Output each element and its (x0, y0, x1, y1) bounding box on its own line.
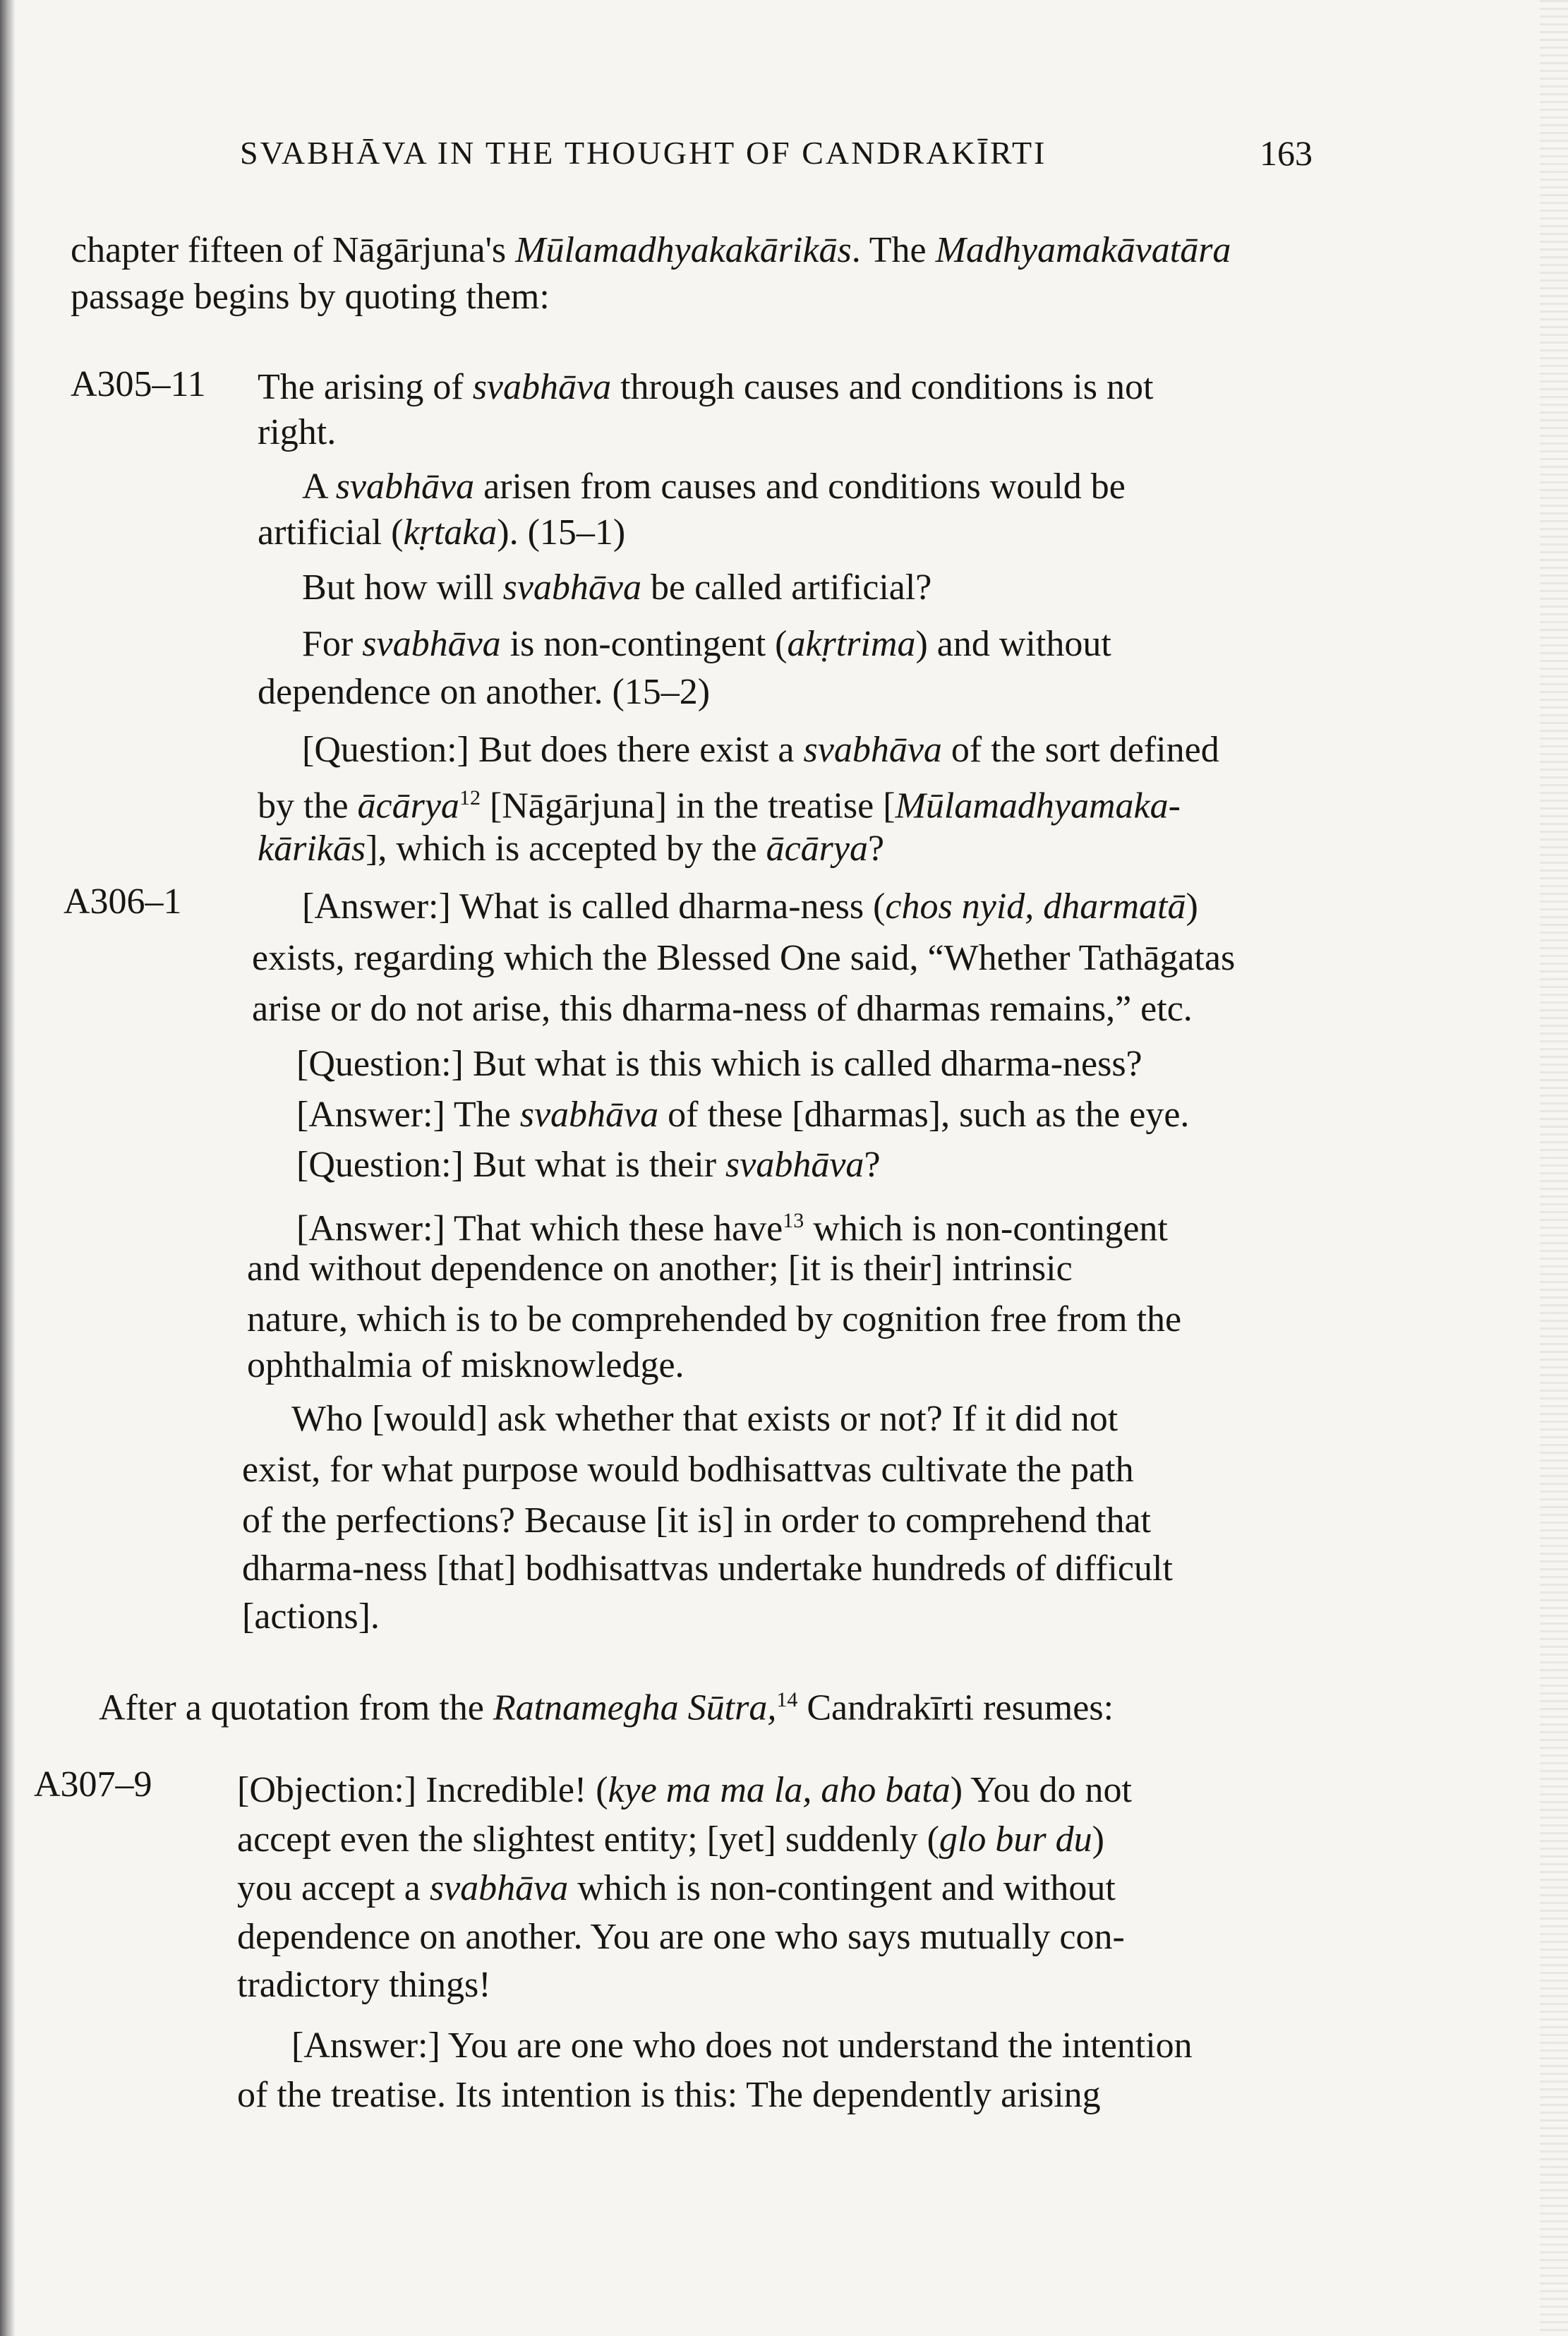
quote-line: Who [would] ask whether that exists or not? If it did not (291, 1399, 1118, 1439)
quote-line: [Question:] But what is their svabhāva? (296, 1145, 881, 1185)
quote-line: exists, regarding which the Blessed One said, “Whether Tathāgatas (252, 938, 1236, 978)
quote-line: dependence on another. You are one who says mutually con- (237, 1917, 1125, 1957)
scan-shadow-left (0, 0, 16, 2336)
quote-line: ophthalmia of misknowledge. (247, 1345, 685, 1385)
body-line: After a quotation from the Ratnamegha Sūtra,$^{14}$ Candrakīrti resumes: (99, 1687, 1114, 1728)
quote-line: [Answer:] That which these have$^{13}$ which is non-contingent (296, 1208, 1168, 1249)
quote-line: [Answer:] You are one who does not understand the intention (291, 2025, 1193, 2066)
quote-line: kārikās], which is accepted by the ācārya? (258, 829, 885, 869)
ref-label: A307–9 (34, 1764, 152, 1805)
quote-line: accept even the slightest entity; [yet] suddenly (glo bur du) (237, 1819, 1104, 1860)
page-number: 163 (1260, 133, 1313, 173)
quote-line: of the treatise. Its intention is this: The dependently arising (237, 2075, 1101, 2115)
quote-line: The arising of svabhāva through causes and conditions is not (258, 367, 1154, 407)
quote-line: tradictory things! (237, 1965, 491, 2005)
quote-line: [Question:] But does there exist a svabhāva of the sort defined (302, 730, 1219, 770)
quote-line: [actions]. (242, 1596, 380, 1637)
quote-line: dharma-ness [that] bodhisattvas undertake hundreds of difficult (242, 1548, 1173, 1589)
quote-line: and without dependence on another; [it is their] intrinsic (247, 1248, 1073, 1289)
quote-line: arise or do not arise, this dharma-ness of dharmas remains,” etc. (252, 989, 1193, 1029)
running-title: SVABHĀVA IN THE THOUGHT OF CANDRAKĪRTI (240, 135, 1047, 171)
ref-label: A305–11 (71, 364, 206, 404)
quote-line: [Question:] But what is this which is called dharma-ness? (296, 1044, 1142, 1084)
quote-line: For svabhāva is non-contingent (akṛtrima) and without (302, 624, 1111, 664)
quote-line: dependence on another. (15–2) (258, 672, 711, 712)
intro-line: passage begins by quoting them: (71, 277, 550, 317)
quote-line: nature, which is to be comprehended by cognition free from the (247, 1299, 1182, 1339)
running-header (240, 127, 1313, 183)
quote-line: [Answer:] The svabhāva of these [dharmas], such as the eye. (296, 1095, 1190, 1135)
quote-line: of the perfections? Because [it is] in order to comprehend that (242, 1500, 1151, 1541)
quote-line: you accept a svabhāva which is non-contingent and without (237, 1868, 1116, 1908)
quote-line: exist, for what purpose would bodhisattvas cultivate the path (242, 1450, 1134, 1490)
quote-line: by the ācārya$^{12}$ [Nāgārjuna] in the treatise [Mūlamadhyamaka- (258, 785, 1181, 826)
quote-line: right. (258, 412, 337, 452)
quote-line: artificial (kṛtaka). (15–1) (258, 512, 626, 553)
quote-line: A svabhāva arisen from causes and conditions would be (302, 466, 1126, 507)
scan-shadow-right (1540, 0, 1568, 2336)
intro-line: chapter fifteen of Nāgārjuna's Mūlamadhyakakārikās. The Madhyamakāvatāra (71, 230, 1231, 270)
quote-line: But how will svabhāva be called artificial? (302, 567, 932, 608)
ref-label: A306–1 (64, 881, 182, 922)
quote-line: [Objection:] Incredible! (kye ma ma la, aho bata) You do not (237, 1770, 1132, 1810)
quote-line: [Answer:] What is called dharma-ness (chos nyid, dharmatā) (302, 886, 1198, 927)
